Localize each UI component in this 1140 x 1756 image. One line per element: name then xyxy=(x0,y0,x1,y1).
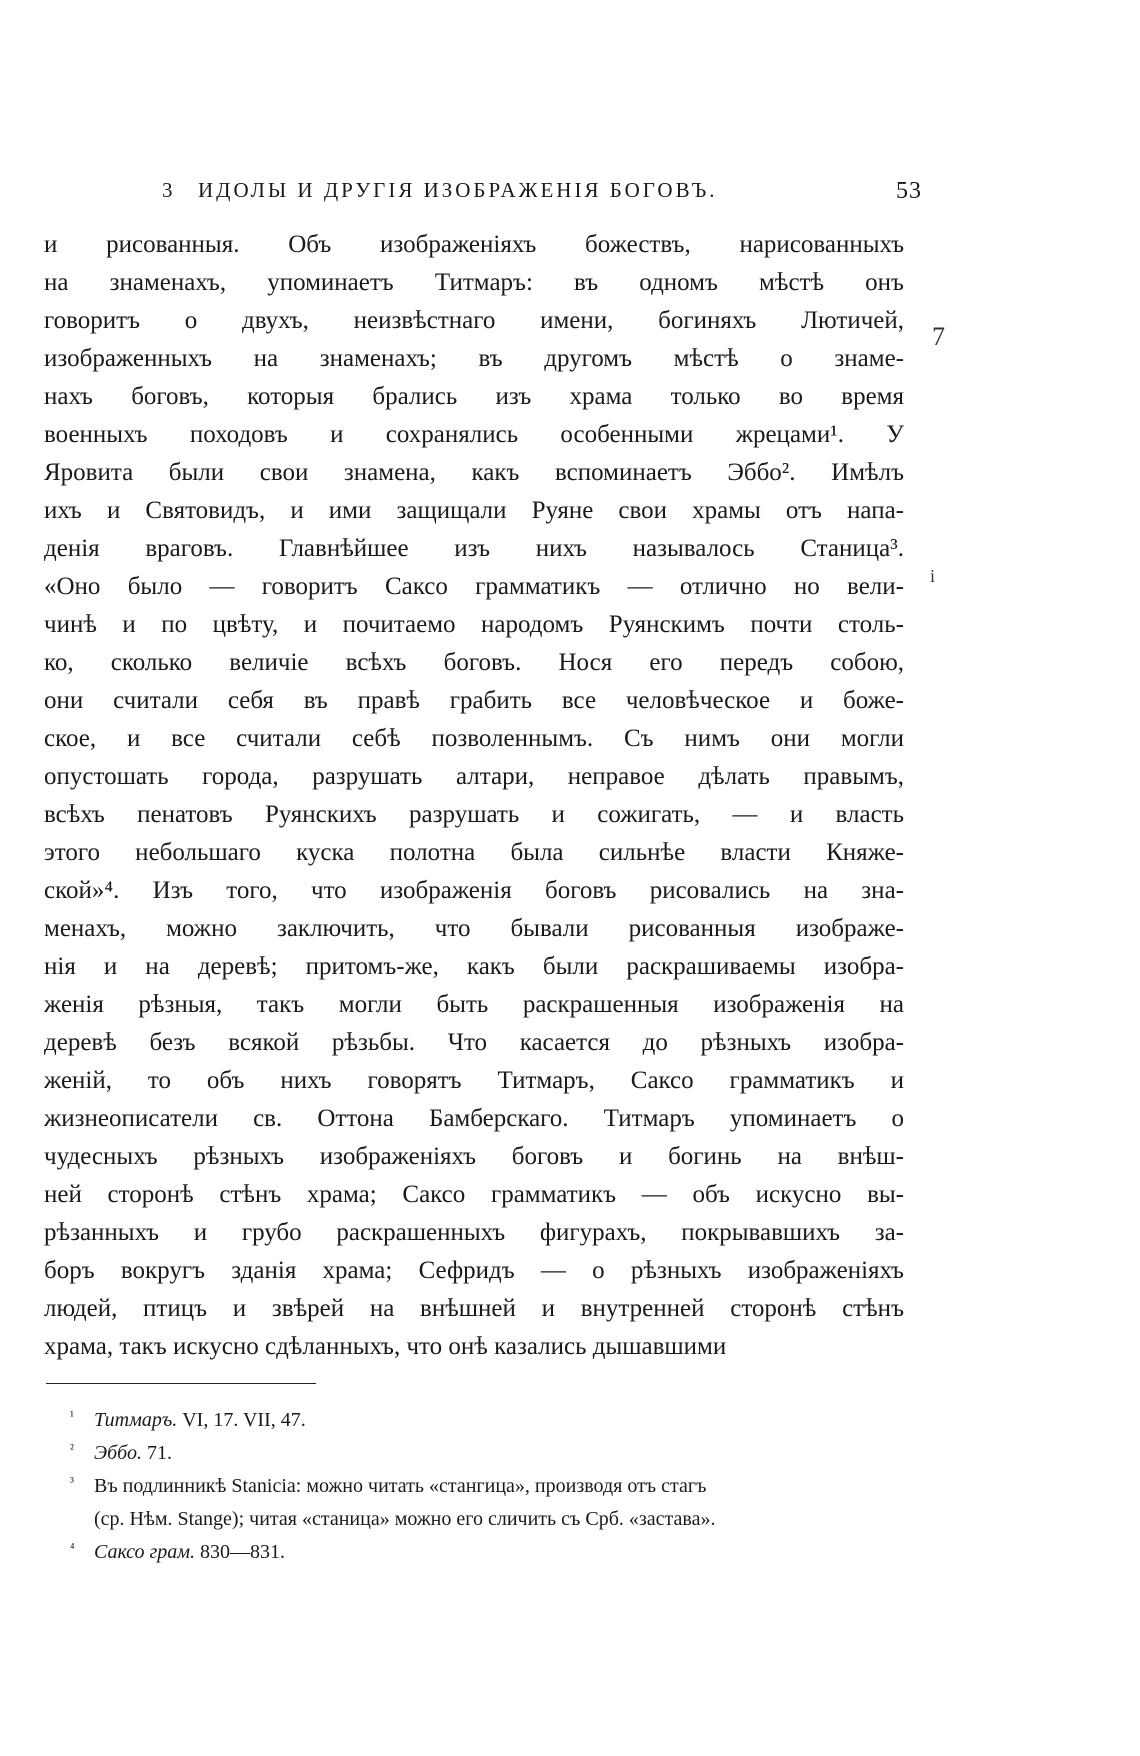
text-line: менахъ, можно заключить, что бывали рисованныя изображе- xyxy=(44,915,904,942)
footnote-marker: ² xyxy=(70,1441,74,1456)
footnote xyxy=(44,1503,904,1536)
footnote-separator xyxy=(46,1383,316,1384)
text-line: ское, и все считали себѣ позволеннымъ. Съ нимъ они могли xyxy=(44,725,904,752)
page-number: 53 xyxy=(896,178,922,204)
margin-annotation-mark: 7 xyxy=(932,322,945,351)
text-line: нія и на деревѣ; притомъ-же, какъ были раскрашиваемы изобра- xyxy=(44,953,904,980)
text-line: женій, то объ нихъ говорятъ Титмаръ, Саксо грамматикъ и xyxy=(44,1067,904,1094)
text-line: денія враговъ. Главнѣйшее изъ нихъ называлось Станица³. xyxy=(44,535,904,562)
text-line: ко, сколько величіе всѣхъ боговъ. Нося его передъ собою, xyxy=(44,649,904,676)
text-line: боръ вокругъ зданія храма; Сефридъ — о рѣзныхъ изображеніяхъ xyxy=(44,1257,904,1284)
footnote-marker: ³ xyxy=(70,1474,74,1489)
text-line: женія рѣзныя, такъ могли быть раскрашенныя изображенія на xyxy=(44,991,904,1018)
text-line: на знаменахъ, упоминаетъ Титмаръ: въ одномъ мѣстѣ онъ xyxy=(44,269,904,296)
footnote-text: VI, 17. VII, 47. xyxy=(177,1409,306,1431)
text-line: чинѣ и по цвѣту, и почитаемо народомъ Руянскимъ почти столь- xyxy=(44,611,904,638)
text-line: они считали себя въ правѣ грабить все человѣческое и боже- xyxy=(44,687,904,714)
footnote-text: (ср. Нѣм. Stange); читая «станица» можно его сличить съ Срб. «застава». xyxy=(94,1508,716,1530)
text-line: всѣхъ пенатовъ Руянскихъ разрушать и сожигать, — и власть xyxy=(44,801,904,828)
footnote-text: Въ подлинникѣ Stanicia: можно читать «стангица», производя отъ стагъ xyxy=(94,1475,707,1497)
footnote-text: 71. xyxy=(141,1442,172,1464)
footnote-marker: ¹ xyxy=(70,1408,74,1423)
text-line: и рисованныя. Объ изображеніяхъ божествъ, нарисованныхъ xyxy=(44,231,904,258)
footnote-marker: ⁴ xyxy=(70,1540,75,1555)
text-line: рѣзанныхъ и грубо раскрашенныхъ фигурахъ, покрывавшихъ за- xyxy=(44,1219,904,1246)
text-line: говоритъ о двухъ, неизвѣстнаго имени, богиняхъ Лютичей, xyxy=(44,307,904,334)
footnote-source: Саксо грам. xyxy=(94,1541,196,1563)
text-line: деревѣ безъ всякой рѣзьбы. Что касается до рѣзныхъ изобра- xyxy=(44,1029,904,1056)
text-line: этого небольшаго куска полотна была сильнѣе власти Княже- xyxy=(44,839,904,866)
footnote xyxy=(44,1437,904,1470)
footnote-source: Титмаръ. xyxy=(94,1409,178,1431)
running-header xyxy=(162,178,922,210)
text-line: жизнеописатели св. Оттона Бамберскаго. Титмаръ упоминаетъ о xyxy=(44,1105,904,1132)
header-title: ИДОЛЫ И ДРУГІЯ ИЗОБРАЖЕНІЯ БОГОВЪ. xyxy=(198,178,718,202)
text-line: «Оно было — говоритъ Саксо грамматикъ — отлично но вели- xyxy=(44,573,904,600)
text-line: военныхъ походовъ и сохранялись особенными жрецами¹. У xyxy=(44,421,904,448)
text-line: изображенныхъ на знаменахъ; въ другомъ мѣстѣ о знаме- xyxy=(44,345,904,372)
text-line: чудесныхъ рѣзныхъ изображеніяхъ боговъ и богинь на внѣш- xyxy=(44,1143,904,1170)
body-text xyxy=(44,226,904,1366)
footnote-source: Эббо. xyxy=(94,1442,142,1464)
footnote xyxy=(44,1404,904,1437)
text-line: Яровита были свои знамена, какъ вспоминаетъ Эббо². Имѣлъ xyxy=(44,459,904,486)
footnotes xyxy=(44,1404,904,1569)
footnote-text: 830—831. xyxy=(195,1541,286,1563)
text-line: опустошать города, разрушать алтари, неправое дѣлать правымъ, xyxy=(44,763,904,790)
footnote xyxy=(44,1470,904,1503)
text-line: ской»⁴. Изъ того, что изображенія боговъ рисовались на зна- xyxy=(44,877,904,904)
text-line: ней сторонѣ стѣнъ храма; Саксо грамматикъ — объ искусно вы- xyxy=(44,1181,904,1208)
text-line: ихъ и Святовидъ, и ими защищали Руяне свои храмы отъ напа- xyxy=(44,497,904,524)
text-line: нахъ боговъ, которыя брались изъ храма только во время xyxy=(44,383,904,410)
header-section-number: 3 xyxy=(162,178,175,202)
text-line: храма, такъ искусно сдѣланныхъ, что онѣ казались дышавшими xyxy=(44,1333,727,1360)
footnote xyxy=(44,1536,904,1569)
text-line: людей, птицъ и звѣрей на внѣшней и внутренней сторонѣ стѣнъ xyxy=(44,1295,904,1322)
margin-annotation-mark: i xyxy=(930,566,936,586)
